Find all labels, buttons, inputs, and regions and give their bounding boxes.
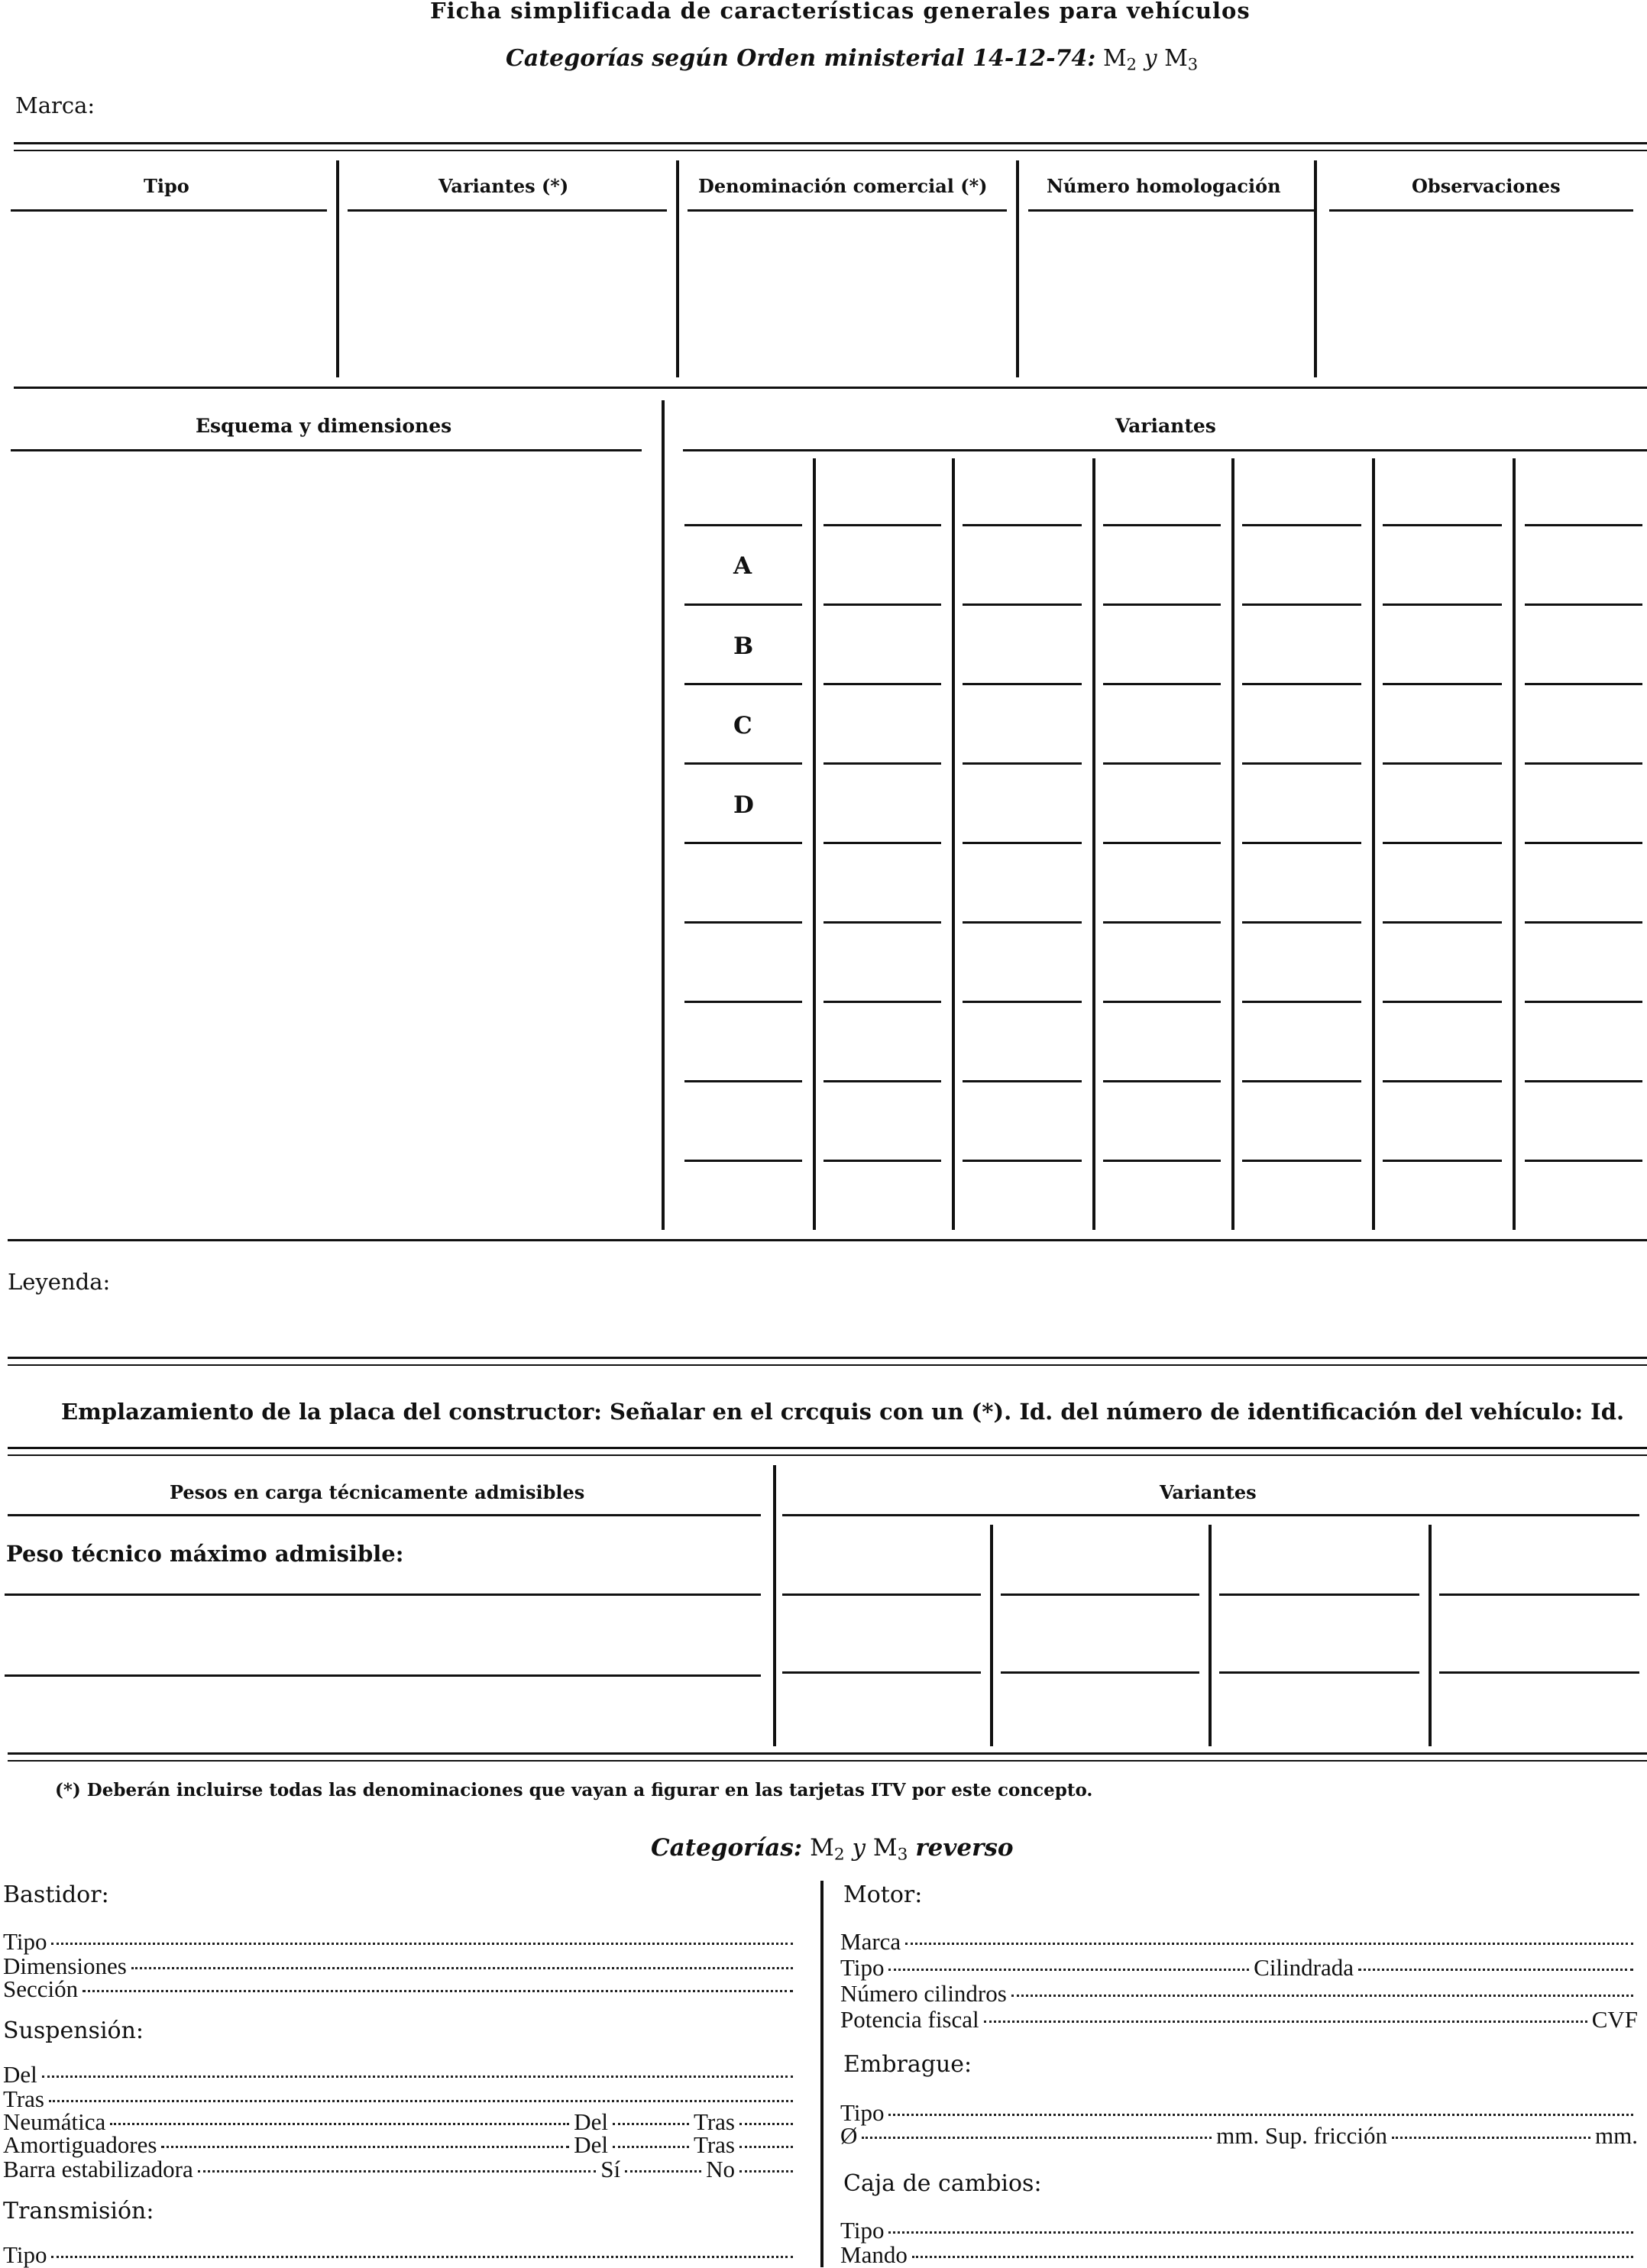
caja-mando-label: Mando (840, 2241, 908, 2268)
dot-leader (42, 2075, 793, 2078)
dot-leader (613, 2146, 689, 2148)
barra-si: Sí (600, 2156, 621, 2182)
variant-grid-line (684, 1160, 802, 1162)
barra-row (3, 2157, 798, 2181)
variant-grid-line (1383, 1160, 1502, 1162)
leyenda-rule-2 (8, 1364, 1647, 1366)
mm-unit: mm. (1595, 2122, 1638, 2149)
pesos-top-rule-2 (8, 1454, 1647, 1456)
variant-grid-line (1242, 1160, 1361, 1162)
variant-grid-line (1383, 603, 1502, 606)
variant-grid-line (963, 1160, 1082, 1162)
motor-marca-row (840, 1930, 1638, 1953)
leyenda-label: Leyenda: (8, 1269, 111, 1295)
dot-leader (51, 1943, 793, 1945)
document-title: Ficha simplificada de características generales para vehículos (430, 0, 1251, 24)
pesos-grid-line (1439, 1593, 1639, 1596)
variants-grid-sep-5 (1372, 458, 1375, 1230)
dimensiones-row (3, 1954, 798, 1978)
pesos-row-line-left-2 (5, 1674, 761, 1677)
variant-grid-line (1525, 603, 1642, 606)
pesos-header: Pesos en carga técnicamente admisibles (170, 1481, 585, 1503)
embrague-heading: Embrague: (843, 2051, 972, 2078)
barra-no: No (706, 2156, 735, 2182)
variantes-header: Variantes (1115, 415, 1216, 437)
variant-grid-line (684, 1001, 802, 1003)
variant-grid-line (684, 842, 802, 844)
col-header-tipo: Tipo (144, 175, 189, 197)
variant-grid-line (963, 1001, 1082, 1003)
col-header-observaciones: Observaciones (1412, 175, 1561, 197)
variant-grid-line (1242, 842, 1361, 844)
subtitle-m3: $M_3$ (1164, 45, 1199, 74)
seccion-label: Sección (3, 1975, 79, 2002)
embrague-tipo-row (840, 2101, 1638, 2124)
reverso-heading-categorias: Categorías: (651, 1834, 803, 1862)
bastidor-heading: Bastidor: (3, 1881, 109, 1908)
susp-del-row (3, 2063, 798, 2086)
reverso-heading-y: y (852, 1834, 866, 1862)
reverso-heading-reverso: reverso (915, 1834, 1014, 1862)
variant-grid-line (1383, 1080, 1502, 1082)
reverso-heading (651, 1836, 1014, 1863)
sup-friccion-label: mm. Sup. fricción (1216, 2122, 1388, 2149)
variant-grid-line (1103, 683, 1221, 685)
col-header-variantes: Variantes (*) (438, 175, 569, 197)
pesos-grid-line (782, 1593, 981, 1596)
variant-grid-line (824, 1160, 941, 1162)
diametro-symbol: Ø (840, 2122, 858, 2149)
variant-grid-line (1242, 683, 1361, 685)
top-col-underline-5 (1329, 209, 1633, 212)
variant-grid-line (963, 842, 1082, 844)
transmision-tipo-row (3, 2243, 798, 2266)
variant-grid-line (1383, 842, 1502, 844)
variant-row-label-c: C (733, 712, 752, 739)
caja-tipo-row (840, 2218, 1638, 2242)
variants-grid-sep-4 (1231, 458, 1234, 1230)
variant-grid-line (1103, 762, 1221, 765)
esquema-underline (11, 449, 642, 451)
variant-grid-line (1383, 762, 1502, 765)
variant-grid-line (824, 1080, 941, 1082)
dot-leader (739, 2146, 793, 2148)
top-table-rule-1 (14, 142, 1647, 144)
leyenda-rule-1 (8, 1357, 1647, 1359)
seccion-row (3, 1977, 798, 2001)
reverso-heading-m3: $M_3$ (872, 1834, 908, 1865)
variants-grid-sep-1 (813, 458, 816, 1230)
pesos-bottom-rule-2 (8, 1760, 1647, 1762)
variants-grid-sep-6 (1513, 458, 1516, 1230)
emplazamiento-note: Emplazamiento de la placa del constructor: Señalar en el crcquis con un (*). Id. del número de identificación del vehículo: Id. (61, 1399, 1625, 1425)
variant-grid-line (1525, 683, 1642, 685)
caja-tipo-label: Tipo (840, 2217, 885, 2244)
caja-mando-row (840, 2243, 1638, 2266)
variant-grid-line (963, 1080, 1082, 1082)
variant-row-label-b: B (733, 633, 754, 660)
reverso-heading-m2: $M_2$ (810, 1834, 845, 1865)
variant-grid-line (1242, 524, 1361, 526)
pesos-variantes-header: Variantes (1160, 1481, 1257, 1503)
variant-grid-line (1525, 762, 1642, 765)
top-col-underline-2 (348, 209, 667, 212)
variant-grid-line (1242, 1001, 1361, 1003)
top-table-bottom-rule (14, 387, 1647, 389)
esquema-variantes-sep (662, 400, 665, 1230)
variant-grid-line (963, 921, 1082, 924)
embrague-diametro-row (840, 2124, 1638, 2147)
dot-leader (888, 1969, 1249, 1971)
variantes-underline (683, 449, 1647, 451)
variant-grid-line (1383, 524, 1502, 526)
col-header-denominacion: Denominación comercial (*) (698, 175, 988, 197)
dot-leader (110, 2123, 569, 2125)
pesos-variantes-sep (773, 1465, 776, 1746)
variant-grid-line (684, 683, 802, 685)
dot-leader (1011, 1995, 1633, 1997)
pesos-grid-sep-1 (990, 1525, 993, 1746)
dot-leader (49, 2100, 793, 2102)
variant-grid-line (1525, 1160, 1642, 1162)
pesos-grid-line (1439, 1671, 1639, 1674)
amortiguadores-tras: Tras (694, 2131, 735, 2158)
pesos-grid-line (1001, 1593, 1199, 1596)
neumatica-row (3, 2110, 798, 2134)
variant-grid-line (684, 762, 802, 765)
dot-leader (51, 2256, 793, 2258)
numero-cilindros-row (840, 1982, 1638, 2005)
variant-grid-line (824, 683, 941, 685)
variant-grid-line (824, 762, 941, 765)
variant-grid-line (684, 921, 802, 924)
caja-cambios-heading: Caja de cambios: (843, 2170, 1042, 2197)
variant-grid-line (1103, 1160, 1221, 1162)
variant-row-label-a: A (733, 552, 752, 580)
top-col-sep-3 (1016, 160, 1019, 377)
dot-leader (613, 2123, 689, 2125)
bastidor-tipo-row (3, 1930, 798, 1953)
col-header-homologacion: Número homologación (1047, 175, 1281, 197)
top-table-rule-2 (14, 150, 1647, 151)
subtitle-italic: Categorías según Orden ministerial 14-12-74: (506, 45, 1096, 72)
variant-grid-line (684, 603, 802, 606)
subtitle-y: y (1144, 45, 1157, 72)
variant-grid-line (1242, 603, 1361, 606)
variant-grid-line (824, 921, 941, 924)
top-col-underline-4 (1028, 209, 1317, 212)
suspension-heading: Suspensión: (3, 2017, 144, 2044)
neumatica-tras: Tras (694, 2108, 735, 2135)
pesos-header-underline (8, 1514, 761, 1516)
peso-tecnico-label: Peso técnico máximo admisible: (6, 1541, 404, 1567)
pesos-row-line-left-1 (5, 1593, 761, 1596)
potencia-label: Potencia fiscal (840, 2006, 979, 2033)
variant-grid-line (1383, 921, 1502, 924)
pesos-grid-line (1219, 1593, 1419, 1596)
top-col-underline-1 (11, 209, 327, 212)
variant-grid-line (963, 762, 1082, 765)
numero-cilindros-label: Número cilindros (840, 1980, 1007, 2007)
variant-grid-line (1242, 1080, 1361, 1082)
motor-tipo-row (840, 1956, 1638, 1979)
neumatica-label: Neumática (3, 2108, 106, 2135)
variant-grid-line (1242, 921, 1361, 924)
document-subtitle (506, 47, 1198, 73)
potencia-unit: CVF (1591, 2006, 1638, 2033)
pesos-grid-line (1219, 1671, 1419, 1674)
barra-label: Barra estabilizadora (3, 2156, 193, 2182)
cilindrada-label: Cilindrada (1254, 1954, 1354, 1981)
variant-grid-line (1383, 1001, 1502, 1003)
variant-grid-line (1103, 524, 1221, 526)
dot-leader (739, 2123, 793, 2125)
marca-label: Marca: (15, 92, 95, 118)
dot-leader (83, 1990, 793, 1992)
pesos-grid-sep-3 (1429, 1525, 1432, 1746)
dot-leader (888, 2114, 1633, 2116)
embrague-tipo-label: Tipo (840, 2099, 885, 2126)
top-col-sep-2 (676, 160, 679, 377)
reverso-column-sep (820, 1881, 824, 2267)
dot-leader (905, 1943, 1633, 1945)
variant-grid-line (1525, 842, 1642, 844)
variant-grid-line (1103, 921, 1221, 924)
pesos-top-rule-1 (8, 1447, 1647, 1449)
pesos-variantes-underline (782, 1514, 1639, 1516)
variant-grid-line (963, 603, 1082, 606)
neumatica-del: Del (574, 2108, 608, 2135)
top-col-sep-1 (336, 160, 339, 377)
variant-grid-line (824, 524, 941, 526)
amortiguadores-row (3, 2133, 798, 2156)
variant-row-label-d: D (733, 791, 754, 819)
esquema-header: Esquema y dimensiones (196, 415, 452, 437)
variant-grid-line (1242, 762, 1361, 765)
top-col-underline-3 (688, 209, 1007, 212)
variant-grid-line (1103, 1001, 1221, 1003)
variant-grid-line (824, 603, 941, 606)
variant-grid-line (1103, 842, 1221, 844)
variant-grid-line (824, 1001, 941, 1003)
dot-leader (888, 2231, 1633, 2234)
bastidor-tipo-label: Tipo (3, 1928, 47, 1955)
pesos-grid-line (782, 1671, 981, 1674)
variant-grid-line (1383, 683, 1502, 685)
variant-grid-line (1103, 603, 1221, 606)
variant-grid-line (1103, 1080, 1221, 1082)
transmision-heading: Transmisión: (3, 2198, 154, 2224)
dot-leader (739, 2170, 793, 2173)
variants-grid-sep-3 (1092, 458, 1095, 1230)
esquema-bottom-rule (8, 1239, 1647, 1241)
dot-leader (984, 2020, 1587, 2023)
dimensiones-label: Dimensiones (3, 1953, 127, 1979)
amortiguadores-del: Del (574, 2131, 608, 2158)
variant-grid-line (684, 524, 802, 526)
variant-grid-line (963, 524, 1082, 526)
motor-heading: Motor: (843, 1881, 923, 1908)
susp-tras-label: Tras (3, 2085, 44, 2112)
variants-grid-sep-2 (952, 458, 955, 1230)
potencia-row (840, 2008, 1638, 2031)
amortiguadores-label: Amortiguadores (3, 2131, 157, 2158)
dot-leader (862, 2137, 1212, 2139)
variant-grid-line (1525, 1001, 1642, 1003)
footnote: (*) Deberán incluirse todas las denominaciones que vayan a figurar en las tarjetas ITV por este concepto. (55, 1780, 1093, 1800)
motor-marca-label: Marca (840, 1928, 901, 1955)
dot-leader (131, 1967, 793, 1969)
pesos-grid-sep-2 (1209, 1525, 1212, 1746)
pesos-bottom-rule-1 (8, 1752, 1647, 1755)
dot-leader (1358, 1969, 1633, 1971)
variant-grid-line (1525, 524, 1642, 526)
variant-grid-line (1525, 921, 1642, 924)
dot-leader (912, 2256, 1633, 2258)
motor-tipo-label: Tipo (840, 1954, 885, 1981)
dot-leader (161, 2146, 569, 2148)
variant-grid-line (684, 1080, 802, 1082)
susp-del-label: Del (3, 2061, 37, 2088)
dot-leader (625, 2170, 701, 2173)
dot-leader (1392, 2137, 1590, 2139)
top-col-sep-4 (1314, 160, 1317, 377)
susp-tras-row (3, 2087, 798, 2111)
variant-grid-line (1525, 1080, 1642, 1082)
variant-grid-line (963, 683, 1082, 685)
variant-grid-line (824, 842, 941, 844)
transmision-tipo-label: Tipo (3, 2241, 47, 2268)
dot-leader (198, 2170, 597, 2173)
subtitle-m2: $M_2$ (1102, 45, 1137, 74)
pesos-grid-line (1001, 1671, 1199, 1674)
